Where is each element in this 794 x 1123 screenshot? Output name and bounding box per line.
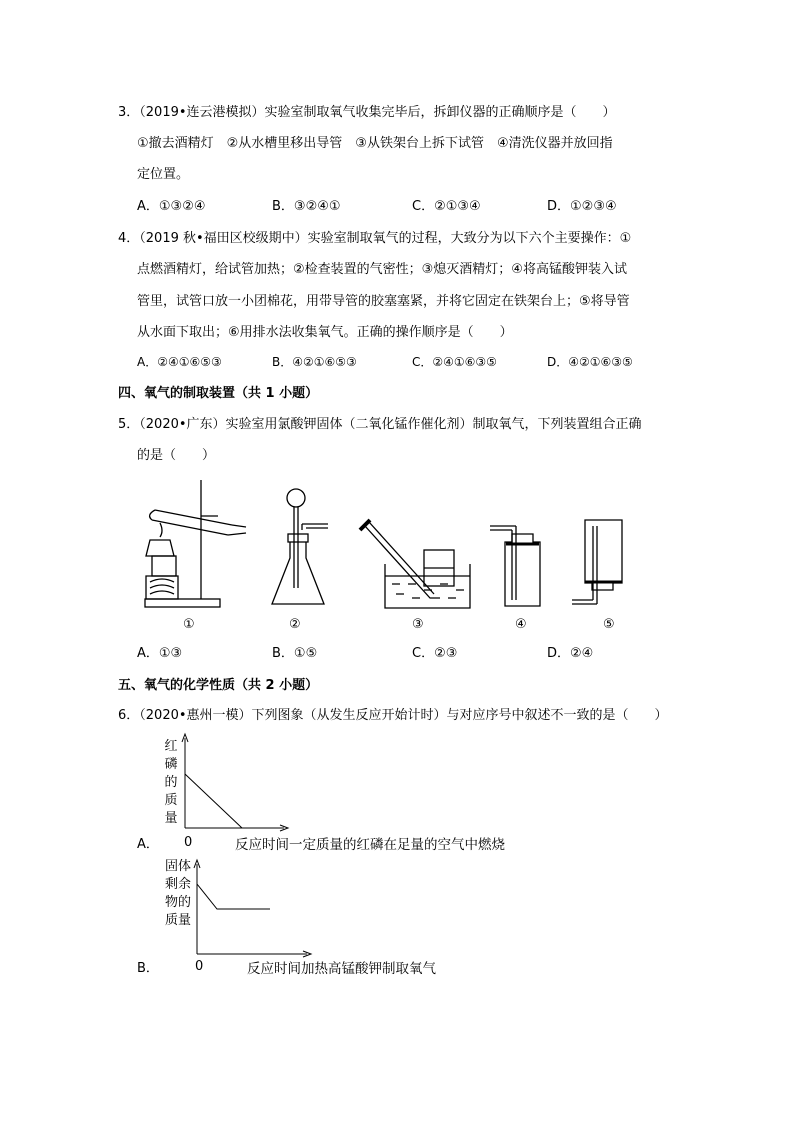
- graph-b-ylabel-line: 剩余: [165, 877, 192, 892]
- apparatus-5-inverted-bottle: [572, 520, 622, 604]
- apparatus-4-gas-bottle: [490, 526, 540, 606]
- q4-option-b[interactable]: B．④②①⑥⑤③: [272, 355, 357, 369]
- q4-line4: 从水面下取出；⑥用排水法收集氧气。正确的操作顺序是（ ）: [137, 325, 513, 340]
- apparatus-label-4: ④: [515, 617, 527, 632]
- q4-line1: 4．（2019 秋•福田区校级期中）实验室制取氧气的过程，大致分为以下六个主要操作：①: [118, 231, 632, 246]
- apparatus-label-2: ②: [289, 617, 301, 632]
- graph-b-origin: 0: [195, 959, 204, 974]
- graph-b-caption: 反应时间加热高锰酸钾制取氧气: [247, 961, 436, 977]
- graph-a-plot: [180, 732, 480, 832]
- q5-option-b[interactable]: B．①⑤: [272, 646, 318, 661]
- graph-b-plot: [192, 858, 492, 958]
- q3-option-d[interactable]: D．①②③④: [547, 199, 617, 214]
- q4-line3: 管里，试管口放一小团棉花，用带导管的胶塞塞紧，并将它固定在铁架台上；⑤将导管: [137, 294, 630, 309]
- graph-a-letter[interactable]: A．: [137, 837, 159, 852]
- q5-option-a[interactable]: A．①③: [137, 646, 183, 661]
- q3-option-a[interactable]: A．①③②④: [137, 199, 206, 214]
- apparatus-3-water-trough: [360, 520, 470, 608]
- q3-stem: 3．（2019•连云港模拟）实验室制取氧气收集完毕后，拆卸仪器的正确顺序是（ ）: [118, 105, 616, 120]
- q6-stem: 6．（2020•惠州一模）下列图象（从发生反应开始计时）与对应序号中叙述不一致的是（ ）: [118, 708, 668, 723]
- graph-b-letter[interactable]: B．: [137, 961, 159, 976]
- graph-b-ylabel-line: 物的: [165, 895, 192, 910]
- q5-option-d[interactable]: D．②④: [547, 646, 594, 661]
- apparatus-label-1: ①: [183, 617, 195, 632]
- graph-a-ylabel-char: 红: [164, 739, 178, 754]
- apparatus-label-5: ⑤: [603, 617, 615, 632]
- q4-option-d[interactable]: D．④②①⑥③⑤: [547, 355, 633, 369]
- section-4-heading: 四、氧气的制取装置（共 1 小题）: [118, 386, 319, 401]
- graph-b-ylabel-line: 固体: [165, 859, 192, 874]
- q3-line3: 定位置。: [137, 167, 190, 182]
- q5-line2: 的是（ ）: [137, 448, 216, 463]
- graph-a-caption: 反应时间一定质量的红磷在足量的空气中燃烧: [235, 837, 505, 853]
- apparatus-figure: [0, 478, 794, 638]
- q3-option-b[interactable]: B．③②④①: [272, 199, 341, 214]
- graph-a-ylabel-char: 量: [164, 811, 178, 826]
- apparatus-1-heating-setup: [145, 480, 246, 607]
- q4-option-a[interactable]: A．②④①⑥⑤③: [137, 355, 222, 369]
- graph-b-ylabel-line: 质量: [165, 913, 192, 928]
- q4-option-c[interactable]: C．②④①⑥③⑤: [412, 355, 497, 369]
- section-5-heading: 五、氧气的化学性质（共 2 小题）: [118, 678, 319, 693]
- graph-b-curve: [197, 884, 270, 909]
- graph-a-ylabel-char: 质: [164, 793, 178, 808]
- apparatus-2-flask-funnel: [272, 489, 328, 604]
- graph-a-ylabel-char: 磷: [164, 757, 178, 772]
- q4-line2: 点燃酒精灯，给试管加热；②检查装置的气密性；③熄灭酒精灯；④将高锰酸钾装入试: [137, 262, 627, 277]
- q3-option-c[interactable]: C．②①③④: [412, 199, 481, 214]
- apparatus-label-3: ③: [412, 617, 424, 632]
- q5-line1: 5．（2020•广东）实验室用氯酸钾固体（二氧化锰作催化剂）制取氧气，下列装置组合正确: [118, 417, 642, 432]
- graph-a-ylabel-char: 的: [164, 775, 178, 790]
- q5-option-c[interactable]: C．②③: [412, 646, 458, 661]
- q3-line2: ①撤去酒精灯 ②从水槽里移出导管 ③从铁架台上拆下试管 ④清洗仪器并放回指: [137, 136, 613, 151]
- graph-a-curve: [185, 774, 242, 828]
- graph-a-origin: 0: [184, 835, 193, 850]
